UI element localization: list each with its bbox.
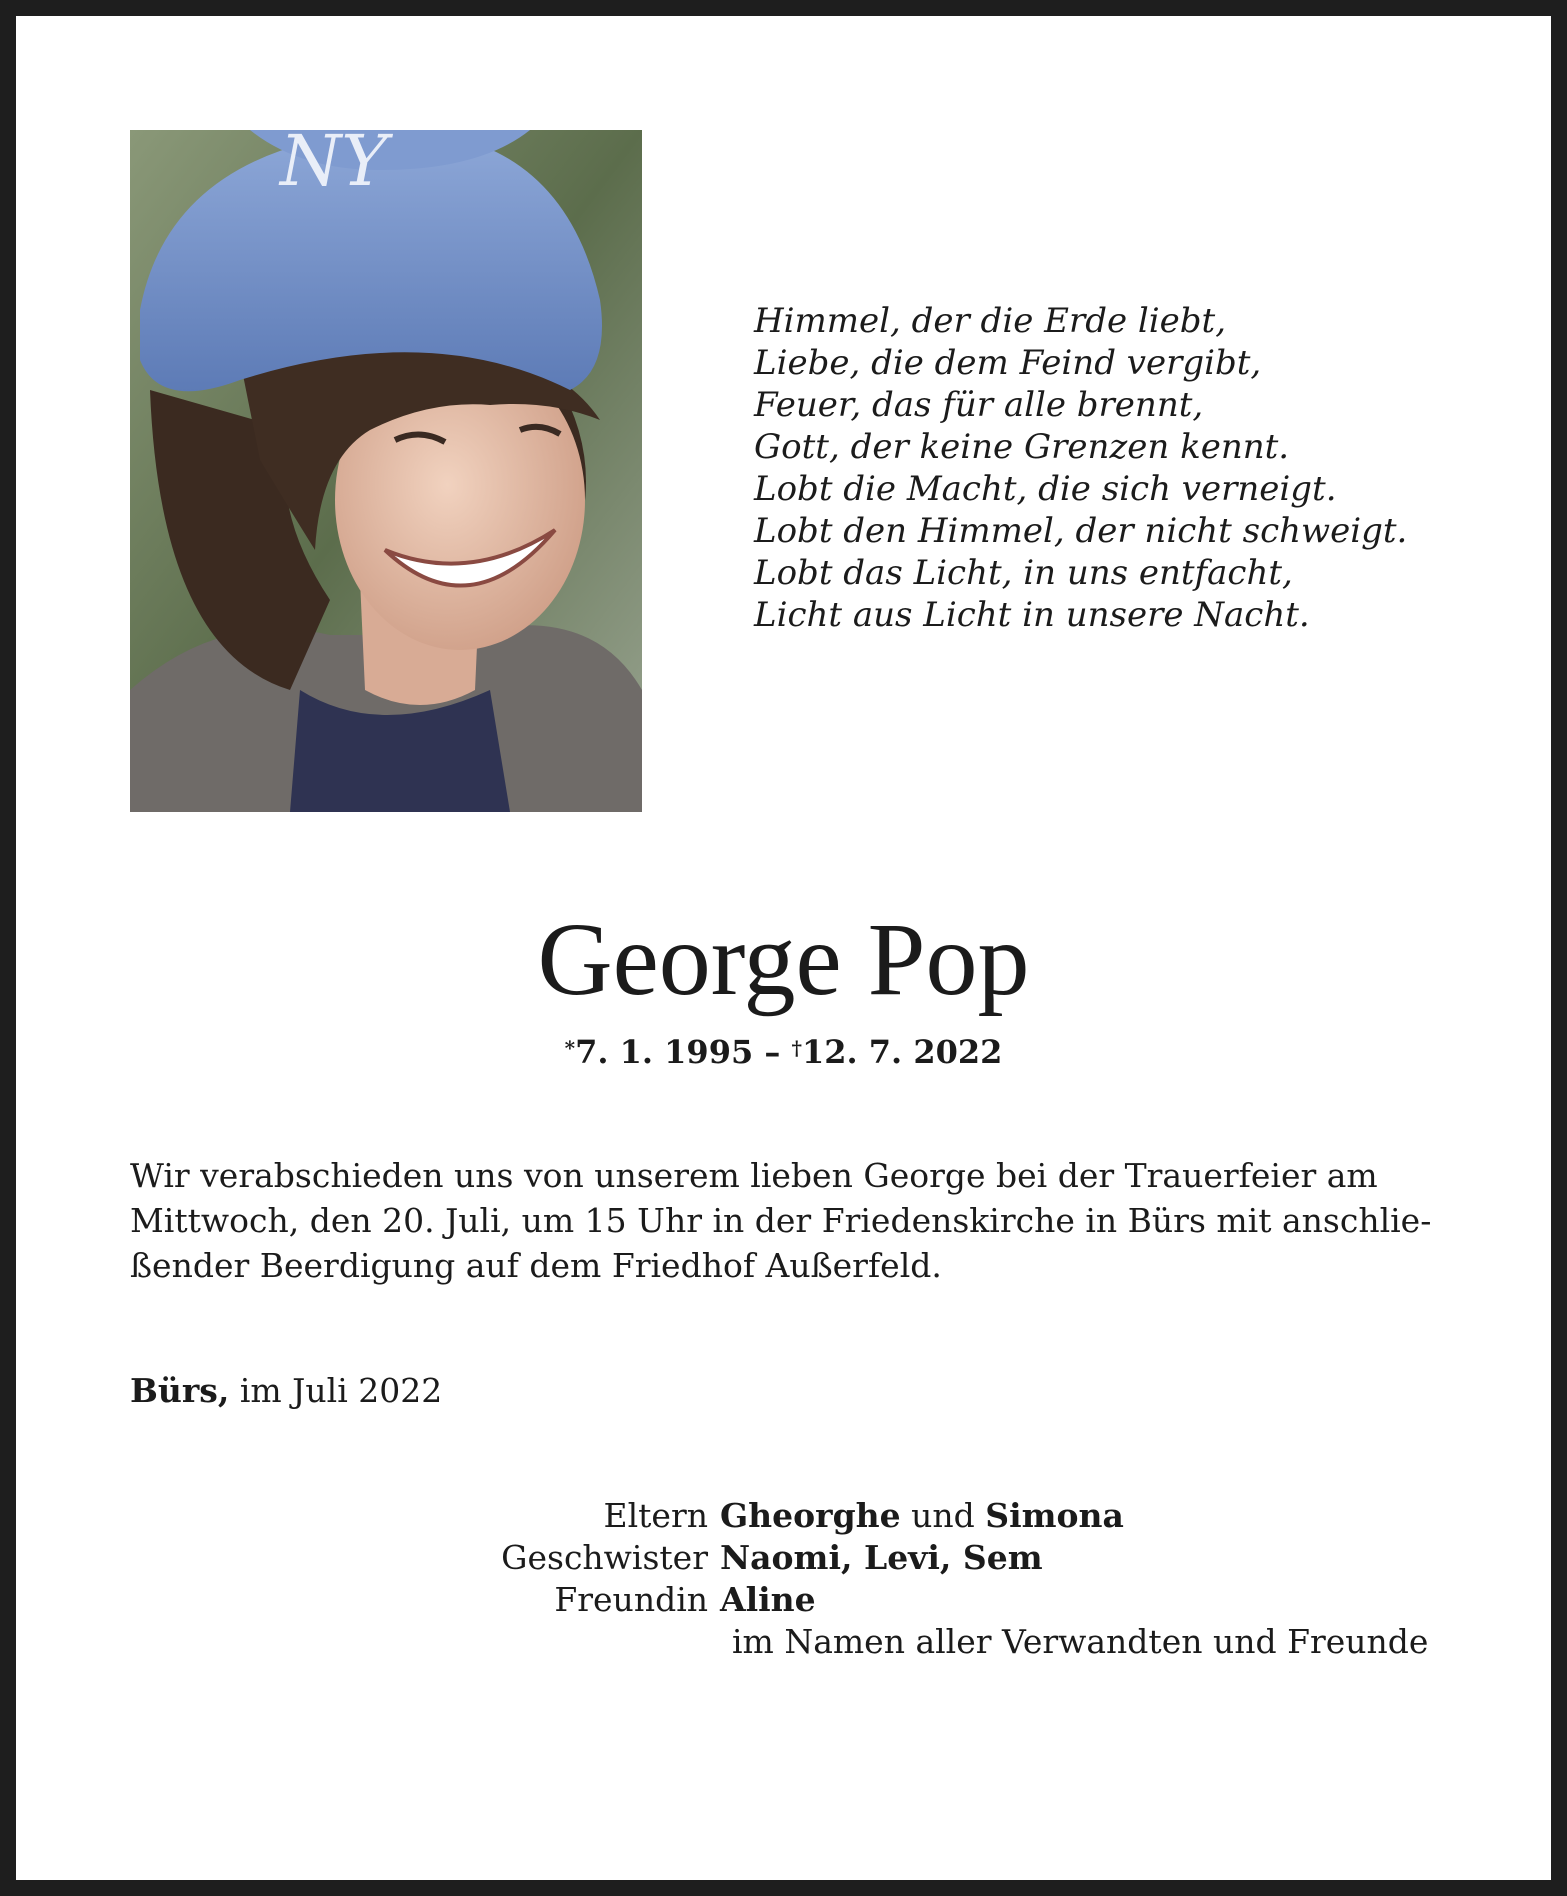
poem-line: Feuer, das für alle brennt, <box>754 385 1204 425</box>
family-names <box>720 1579 816 1621</box>
message-line: Mittwoch, den 20. Juli, um 15 Uhr in der Friedenskirche in Bürs mit anschlie- <box>130 1201 1432 1240</box>
family-row-siblings <box>400 1537 1500 1579</box>
poem-line: Licht aus Licht in unsere Nacht. <box>754 595 1310 635</box>
place-month: im Juli 2022 <box>229 1371 443 1410</box>
poem-line: Himmel, der die Erde liebt, <box>754 301 1226 341</box>
message-line: ßender Beerdigung auf dem Friedhof Außerfeld. <box>130 1246 942 1285</box>
message-line: Wir verabschieden uns von unserem lieben George bei der Trauerfeier am <box>130 1156 1378 1195</box>
place-city: Bürs, <box>130 1371 230 1410</box>
parent-name: Simona <box>985 1496 1124 1535</box>
poem-line: Gott, der keine Grenzen kennt. <box>754 427 1290 467</box>
family-role: Freundin <box>554 1580 708 1619</box>
conjunction: und <box>900 1496 986 1535</box>
family-names <box>720 1537 1043 1579</box>
family-row-partner <box>400 1579 1500 1621</box>
portrait-photo <box>130 130 642 812</box>
poem-line: Lobt den Himmel, der nicht schweigt. <box>754 511 1408 551</box>
family-role: Geschwister <box>501 1538 708 1577</box>
death-symbol: † <box>791 1036 802 1060</box>
family-role: Eltern <box>603 1496 708 1535</box>
life-dates <box>0 1030 1567 1074</box>
poem-line: Lobt das Licht, in uns entfacht, <box>754 553 1293 593</box>
poem <box>754 300 1454 636</box>
birth-symbol: * <box>564 1036 576 1060</box>
poem-line: Liebe, die dem Feind vergibt, <box>754 343 1262 383</box>
funeral-message <box>130 1153 1450 1288</box>
family-names <box>720 1495 1124 1537</box>
sibling-names: Naomi, Levi, Sem <box>720 1538 1043 1577</box>
date-separator: – <box>753 1033 792 1071</box>
birth-date: 7. 1. 1995 <box>575 1033 754 1071</box>
family-signature <box>400 1495 1500 1663</box>
family-closing: im Namen aller Verwandten und Freunde <box>732 1622 1429 1661</box>
deceased-name: George Pop <box>537 902 1030 1017</box>
family-row-parents <box>400 1495 1500 1537</box>
poem-line: Lobt die Macht, die sich verneigt. <box>754 469 1337 509</box>
parent-name: Gheorghe <box>720 1496 901 1535</box>
death-date: 12. 7. 2022 <box>801 1033 1003 1071</box>
svg-text:NY: NY <box>280 130 388 202</box>
partner-name: Aline <box>720 1580 816 1619</box>
place-date <box>130 1368 442 1413</box>
